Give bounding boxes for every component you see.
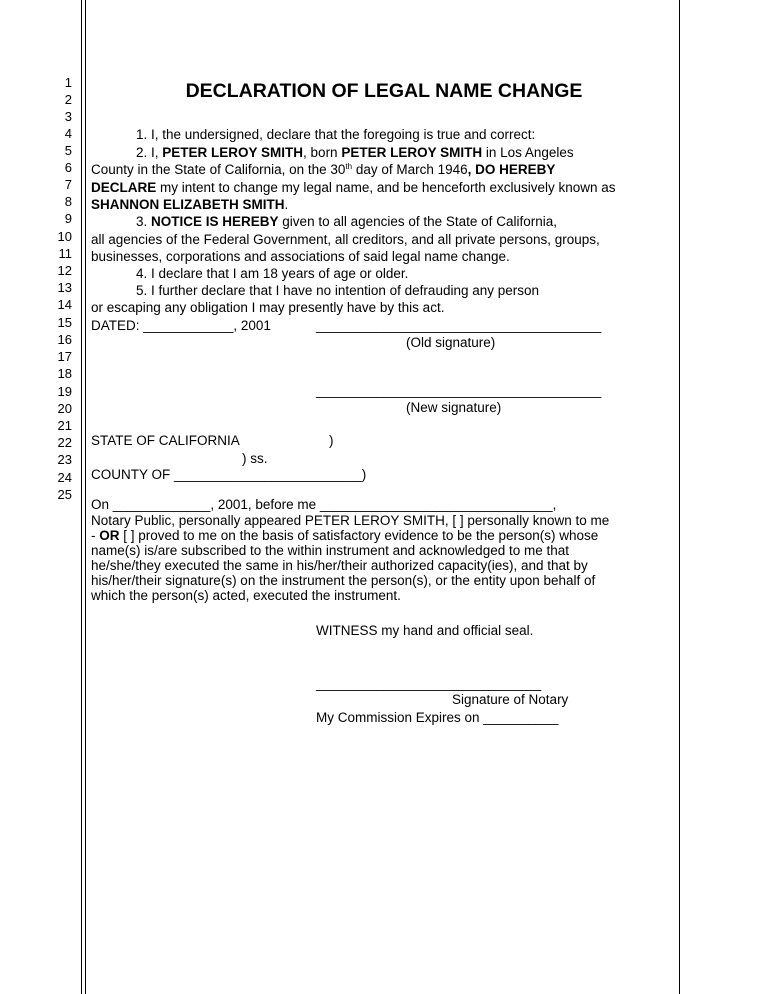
line-number: 19 [57,384,72,399]
old-name: PETER LEROY SMITH [162,145,304,160]
line-number: 1 [64,75,72,90]
text: [ ] proved to me on the basis of satisfactory evidence to be the person(s) whose [119,528,599,543]
document-title: DECLARATION OF LEGAL NAME CHANGE [185,80,583,102]
paragraph-3-line-1 [136,213,557,230]
line-number: 13 [57,280,72,295]
text: 2. I, [136,145,163,160]
bracket: ) [329,433,334,448]
bold-text: NOTICE IS HEREBY [151,214,279,229]
line-number: 22 [57,435,72,450]
old-signature-label: (Old signature) [406,335,496,350]
notary-line-1: On _____________, 2001, before me _______________________________, [91,497,557,512]
paragraph-3-line-2: all agencies of the Federal Government, all creditors, and all private persons, groups, [91,232,600,247]
paragraph-2-line-3 [91,179,616,196]
text: - [91,528,100,543]
notary-line-6: his/her/their signature(s) on the instrument the person(s), or the entity upon behalf of [91,573,596,588]
paragraph-3-line-3: businesses, corporations and associations of said legal name change. [91,249,510,264]
line-number: 14 [57,297,72,312]
left-margin-rule-outer [81,0,82,994]
bold-text: DECLARE [91,180,157,195]
text: County in the State of California, on the 30 [91,162,346,177]
line-number: 20 [57,401,72,416]
paragraph-2-line-2 [91,161,555,178]
line-number: 23 [57,452,72,467]
notary-line-2: Notary Public, personally appeared PETER LEROY SMITH, [ ] personally known to me [91,513,610,528]
new-signature-label: (New signature) [406,400,502,415]
line-number: 11 [58,246,72,261]
paragraph-5-line-2: or escaping any obligation I may presently have by this act. [91,300,445,315]
text: in Los Angeles [482,145,574,160]
right-margin-rule [679,0,680,994]
text: my intent to change my legal name, and be henceforth exclusively known as [156,180,616,195]
notary-line-5: he/she/they executed the same in his/her/their authorized capacity(ies), and that by [91,558,588,573]
text: 3. [136,214,152,229]
line-number: 4 [64,126,72,141]
line-number: 12 [57,263,72,278]
left-margin-rule-inner [85,0,86,994]
state-label: STATE OF CALIFORNIA [91,433,240,448]
line-number: 2 [64,92,72,107]
text: . [284,197,289,212]
line-number: 24 [57,470,72,485]
dated-line: DATED: ____________, 2001 [91,318,271,333]
paragraph-1: 1. I, the undersigned, declare that the foregoing is true and correct: [136,127,536,142]
line-number: 7 [64,177,72,192]
bold-text: OR [99,528,120,543]
bold-text: , DO HEREBY [467,162,556,177]
line-number: 6 [64,160,72,175]
paragraph-2-line-1 [136,144,574,161]
notary-signature-line: ______________________________ [316,676,542,691]
old-signature-line: ______________________________________ [316,318,602,333]
birth-name: PETER LEROY SMITH [341,145,483,160]
line-number: 17 [57,349,72,364]
new-signature-line: ______________________________________ [316,383,602,398]
notary-line-7: which the person(s) acted, executed the instrument. [91,588,401,603]
county-line: COUNTY OF _________________________) [91,467,367,482]
line-number: 16 [57,332,72,347]
ordinal-suffix: th [345,162,353,171]
line-number: 8 [64,194,72,209]
line-number: 25 [57,487,72,502]
paragraph-2-line-4 [91,196,288,213]
notary-signature-label: Signature of Notary [452,692,569,707]
commission-expires: My Commission Expires on __________ [316,710,559,725]
witness-text: WITNESS my hand and official seal. [316,623,534,638]
text: given to all agencies of the State of California, [278,214,557,229]
text: day of March 1946 [352,162,468,177]
line-number: 18 [57,366,72,381]
paragraph-5-line-1: 5. I further declare that I have no intention of defrauding any person [136,283,540,298]
paragraph-4: 4. I declare that I am 18 years of age or older. [136,266,409,281]
line-number: 3 [64,109,72,124]
notary-line-4: name(s) is/are subscribed to the within instrument and acknowledged to me that [91,543,569,558]
line-number: 21 [57,418,72,433]
line-number: 15 [57,315,72,330]
text: , born [303,145,342,160]
ss-label: ) ss. [242,451,268,466]
line-number: 5 [64,143,72,158]
new-name: SHANNON ELIZABETH SMITH [91,197,285,212]
line-number: 9 [64,211,72,226]
line-number: 10 [57,229,72,244]
